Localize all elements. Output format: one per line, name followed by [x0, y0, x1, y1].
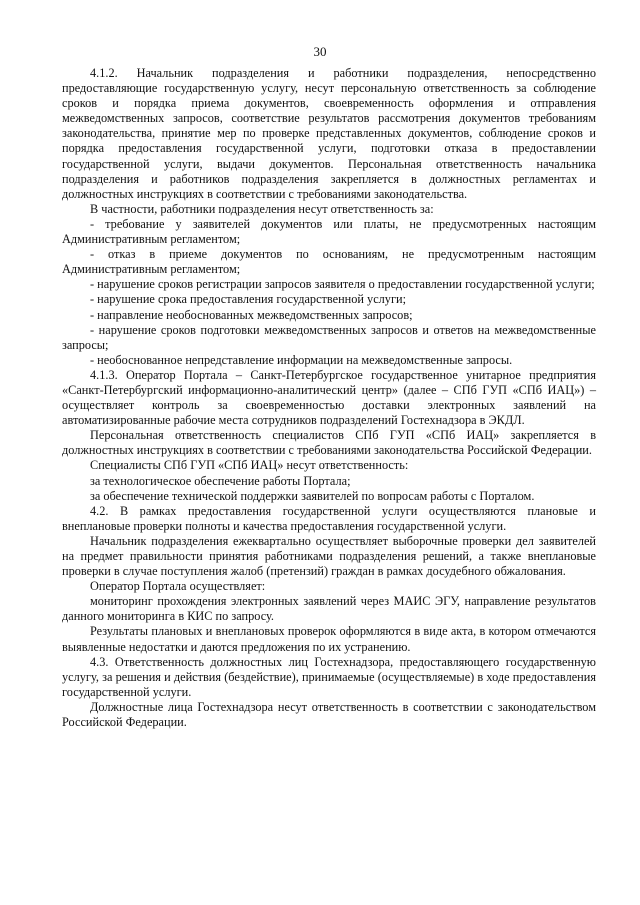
paragraph-4-3: 4.3. Ответственность должностных лиц Гостехнадзора, предоставляющего государственную услугу, за решения и действия (бездействие), принимаемые (осуществляемые) в ходе предоставления государственной услуги. [62, 654, 596, 699]
list-item: - отказ в приеме документов по основаниям, не предусмотренным настоящим Административным регламентом; [62, 247, 596, 277]
paragraph-iac-responsibility: Персональная ответственность специалистов СПб ГУП «СПб ИАЦ» закрепляется в должностных инструкциях в соответствии с требованиями законодательства Российской Федерации. [62, 428, 596, 458]
list-item: - нарушение сроков подготовки межведомственных запросов и ответов на межведомственные запросы; [62, 322, 596, 352]
paragraph-responsibility-intro: В частности, работники подразделения несут ответственность за: [90, 201, 434, 216]
page-number: 30 [313, 44, 327, 59]
paragraph-iac-specialists: Специалисты СПб ГУП «СПб ИАЦ» несут ответственность: [90, 458, 409, 473]
paragraph-officials: Должностные лица Гостехнадзора несут ответственность в соответствии с законодательством Российской Федерации. [62, 699, 596, 730]
paragraph-head-inspections: Начальник подразделения ежеквартально осуществляет выборочные проверки дел заявителей на предмет правильности принятия работниками подразделения решений, а также внеплановые проверки в случае поступления жалоб (претензий) граждан в рамках досудебного обжалования. [62, 533, 596, 579]
list-item: - направление необоснованных межведомственных запросов; [90, 307, 413, 322]
paragraph-monitoring: мониторинг прохождения электронных заявлений через МАИС ЭГУ, направление результатов данного мониторинга в КИС по запросу. [62, 594, 596, 624]
list-item: - нарушение срока предоставления государственной услуги; [90, 292, 406, 307]
list-item: за обеспечение технической поддержки заявителей по вопросам работы с Порталом. [90, 488, 535, 503]
paragraph-4-1-3: 4.1.3. Оператор Портала – Санкт-Петербургское государственное унитарное предприятия «Санкт-Петербургский информационно-аналитический центр» (далее – СПб ГУП «СПб ИАЦ») – осуществляет контроль за своевременностью доставки электронных заявлений на автоматизированные рабочие места сотрудников подразделений Гостехнадзора в ЭКДЛ. [62, 367, 596, 428]
list-item: - нарушение сроков регистрации запросов заявителя о предоставлении государственной услуги; [90, 277, 595, 292]
list-item: - необоснованное непредставление информации на межведомственные запросы. [90, 352, 513, 367]
paragraph-operator: Оператор Портала осуществляет: [90, 579, 266, 594]
document-body [62, 66, 596, 730]
paragraph-4-2: 4.2. В рамках предоставления государственной услуги осуществляются плановые и внеплановые проверки полноты и качества предоставления государственной услуги. [62, 503, 596, 533]
paragraph-4-1-2: 4.1.2. Начальник подразделения и работники подразделения, непосредственно предоставляющие государственную услугу, несут персональную ответственность за соблюдение сроков и порядка приема документов, своевременность оформления и отправления межведомственных запросов, соответствие результатов рассмотрения документов требованиям законодательства, принятие мер по проверке представленных документов, соблюдение сроков и порядка предоставления государственной услуги, подготовки отказа в предоставлении государственной услуги, выдачи документов. Персональная ответственность начальника подразделения и работников подразделения закрепляется в должностных регламентах и должностных инструкциях в соответствии с требованиями законодательства. [62, 66, 596, 201]
list-item: за технологическое обеспечение работы Портала; [90, 473, 351, 488]
paragraph-results: Результаты плановых и внеплановых проверок оформляются в виде акта, в котором отмечаются выявленные недостатки и даются предложения по их устранению. [62, 624, 596, 654]
list-item: - требование у заявителей документов или платы, не предусмотренных настоящим Административным регламентом; [62, 216, 596, 247]
